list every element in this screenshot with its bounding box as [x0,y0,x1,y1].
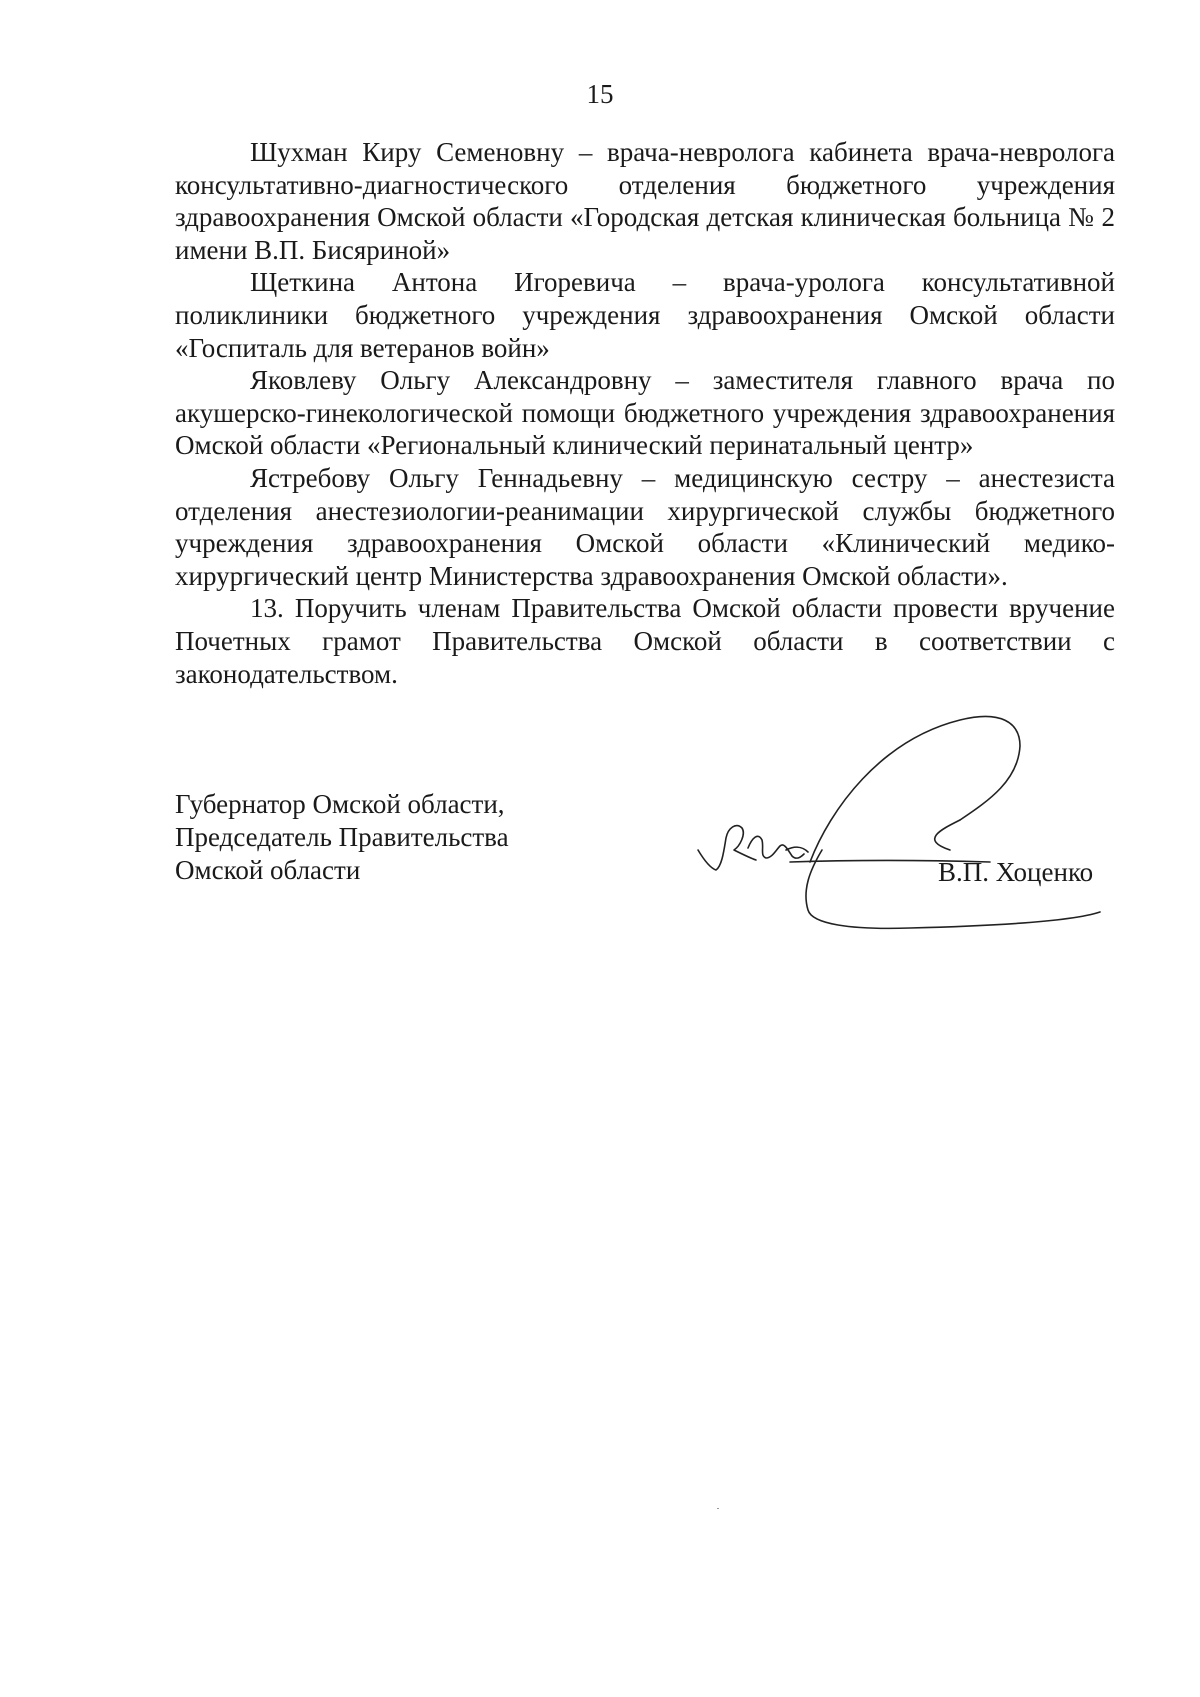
paragraph-item-13: 13. Поручить членам Правительства Омской области провести вручение Почетных грамот Правительства Омской области в соответствии с законодательством. [175,593,1115,689]
page-number: 15 [586,79,614,109]
paragraph-shchetkin: Щеткина Антона Игоревича – врача-уролога консультативной поликлиники бюджетного учреждения здравоохранения Омской области «Госпиталь для ветеранов войн» [175,267,1115,363]
signatory-title [175,788,509,887]
signatory-title-line-2: Председатель Правительства [175,822,509,852]
paragraph-yastrebova: Ястребову Ольгу Геннадьевну – медицинскую сестру – анестезиста отделения анестезиологии-реанимации хирургической службы бюджетного учреждения здравоохранения Омской области «Клинический медико-хирургический центр Министерства здравоохранения Омской области». [175,462,1115,591]
signatory-title-line-1: Губернатор Омской области, [175,789,505,819]
paragraph-shukhman: Шухман Киру Семеновну – врача-невролога кабинета врача-невролога консультативно-диагностического отделения бюджетного учреждения здравоохранения Омской области «Городская детская клиническая больница № 2 имени В.П. Бисяриной» [175,137,1115,265]
scan-speck [717,1508,719,1509]
signatory-name: В.П. Хоценко [938,857,1094,887]
paragraph-yakovleva: Яковлеву Ольгу Александровну – заместителя главного врача по акушерско-гинекологической помощи бюджетного учреждения здравоохранения Омской области «Региональный клинический перинатальный центр» [175,365,1115,461]
document-body [175,136,1115,690]
handwritten-signature [690,700,1110,940]
signatory-title-line-3: Омской области [175,855,361,885]
